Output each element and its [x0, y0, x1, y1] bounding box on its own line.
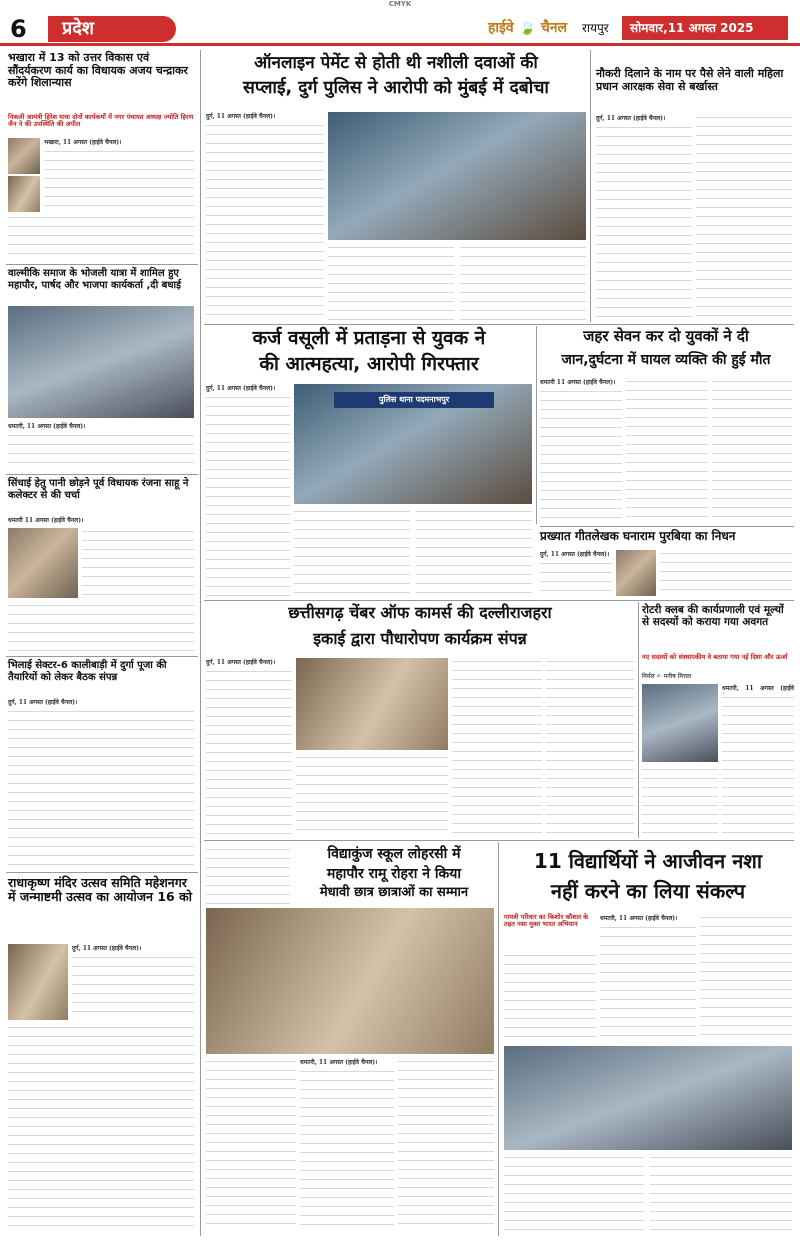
- poison-story: [540, 326, 794, 524]
- headline-line: जान,दुर्घटना में घायल व्यक्ति की हुई मौत: [561, 352, 771, 368]
- headline: वाल्मीकि समाज के भोजली यात्रा में शामिल हुए महापौर, पार्षद और भाजपा कार्यकर्ता ,दी बधाई: [8, 268, 182, 291]
- subhead: नए सदस्यों को संस्थापकीय वे बताया गया नई दिशा और ऊर्जा: [642, 653, 788, 661]
- headline-line: मेधावी छात्र छात्राओं का सम्मान: [319, 885, 469, 900]
- dateline: धमतरी, 11 अगस्त (हाईवे चैनल)।: [300, 1059, 378, 1066]
- headline-line: विद्याकुंज स्कूल लोहरसी में: [327, 846, 461, 862]
- dateline: दुर्ग, 11 अगस्त (हाईवे चैनल)।: [72, 945, 142, 952]
- article-body: [540, 388, 622, 522]
- article-body: [540, 560, 612, 596]
- article-body: [294, 508, 410, 596]
- pledge-story: [502, 842, 794, 1236]
- divider: [6, 264, 198, 265]
- portrait-photo: [8, 138, 40, 174]
- plantation-photo: [296, 658, 448, 750]
- headline: भखारा में 13 को उत्तर विकास एवं सौंदर्यकरण कार्य का विधायक अजय चन्द्राकर करेंगे शिलान्यास: [8, 51, 188, 90]
- headline-line: छत्तीसगढ़ चेंबर ऑफ कामर्स की दल्लीराजहरा: [288, 603, 552, 622]
- headline: सिंचाई हेतु पानी छोड़ने पूर्व विधायक रंजना साहू ने कलेक्टर से की चर्चा: [8, 478, 189, 501]
- rotary-photo: [642, 684, 718, 762]
- headline: भिलाई सेक्टर-6 कालीबाड़ी में दुर्गा पूजा की तैयारियों को लेकर बैठक संपन्न: [8, 660, 167, 683]
- police-station-photo: [294, 384, 532, 504]
- dateline: धमतरी, 11 अगस्त (हाईवे चैनल)।: [600, 915, 678, 922]
- dateline: धमतरी, 11 अगस्त (हाईवे: [722, 685, 794, 692]
- brand-name: हाईवे 🍃 चैनल: [488, 20, 568, 36]
- column-divider: [200, 50, 201, 1236]
- article-body: [44, 148, 194, 212]
- dateline: दुर्ग, 11 अगस्त (हाईवे चैनल)।: [206, 659, 276, 666]
- article-body: [8, 602, 194, 652]
- police-photo: [328, 112, 586, 240]
- column-divider: [536, 326, 537, 524]
- issue-date: सोमवार,11 अगस्त 2025: [622, 16, 788, 40]
- portrait-photo: [616, 550, 656, 596]
- headline-line: नहीं करने का लिया संकल्प: [550, 879, 746, 903]
- print-marks: CMYK: [388, 0, 412, 8]
- page-number: 6: [10, 15, 27, 43]
- school-story: [204, 842, 496, 1236]
- obituary-story: [540, 528, 794, 598]
- dateline: दुर्ग, 11 अगस्त (हाईवे चैनल)।: [540, 551, 610, 558]
- divider: [540, 526, 794, 527]
- article-body: [300, 1068, 394, 1232]
- article-body: [642, 766, 718, 834]
- column-divider: [590, 50, 591, 322]
- column-divider: [498, 842, 499, 1236]
- article-body: [206, 122, 324, 320]
- divider: [6, 656, 198, 657]
- subhead: निकली आमंत्री हिरेश यावा दोनों कार्यकर्मो में नगर पंचायत अध्यक्ष ज्योति हिरण जैन ने की उपस्थिति की अपील: [8, 113, 194, 129]
- article-body: [8, 708, 194, 868]
- article-body: [504, 1154, 644, 1232]
- article-body: [328, 244, 454, 320]
- dateline: धमतरी, 11 अगस्त (हाईवे चैनल)।: [8, 423, 86, 430]
- article-body: [460, 244, 586, 320]
- city-name: रायपुर: [582, 21, 609, 35]
- article-body: [398, 1058, 494, 1232]
- article-body: [452, 658, 542, 834]
- article-body: [696, 114, 792, 320]
- article-body: [650, 1154, 792, 1232]
- article-body: [416, 508, 532, 596]
- headline-line: महापौर रामू रोहरा ने किया: [327, 866, 461, 882]
- left-column: [6, 50, 198, 1236]
- headline: नौकरी दिलाने के नाम पर पैसे लेने वाली महिला प्रधान आरक्षक सेवा से बर्खास्त: [596, 67, 784, 93]
- headline-line: की आत्महत्या, आरोपी गिरफ्तार: [259, 353, 479, 375]
- headline-line: 11 विद्यार्थियों ने आजीवन नशा: [533, 849, 763, 873]
- divider: [204, 600, 794, 601]
- article-body: [600, 924, 696, 1042]
- headline-line: ऑनलाइन पेमेंट से होती थी नशीली दवाओं की: [254, 53, 538, 73]
- banner-text: पुलिस थाना पदमनाभपुर: [334, 392, 494, 408]
- article-body: [82, 528, 194, 598]
- header-rule: [0, 43, 800, 46]
- divider: [204, 840, 794, 841]
- dateline: धमतरी 11 अगस्त (हाईवे चैनल)।: [8, 517, 84, 524]
- school-photo: [206, 908, 494, 1054]
- headline-line: सप्लाई, दुर्ग पुलिस ने आरोपी को मुंबई में दबोचा: [243, 78, 549, 98]
- headline: प्रख्यात गीतलेखक घनाराम पुरबिया का निधन: [540, 529, 736, 543]
- divider: [6, 872, 198, 873]
- headline-line: कर्ज वसूली में प्रताड़ना से युवक ने: [252, 327, 486, 349]
- article-body: [72, 954, 194, 1020]
- portrait-photo: [8, 528, 78, 598]
- article-body: [596, 124, 692, 320]
- article-body: [546, 658, 634, 834]
- column-divider: [638, 602, 639, 838]
- article-body: [8, 1024, 194, 1232]
- byline: निर्मल ✍ मनीष मित्तल: [642, 673, 692, 680]
- students-photo: [504, 1046, 792, 1150]
- dateline: दुर्ग, 11 अगस्त (हाईवे चैनल)।: [596, 115, 666, 122]
- article-body: [660, 550, 792, 596]
- article-body: [206, 846, 290, 906]
- article-body: [296, 754, 448, 834]
- portrait-photo: [8, 176, 40, 212]
- dateline: धमतरी 11 अगस्त (हाईवे चैनल)।: [540, 379, 616, 386]
- rotary-story: [642, 602, 794, 838]
- page-header: [0, 12, 800, 46]
- article-body: [8, 214, 194, 262]
- article-body: [206, 668, 292, 834]
- article-body: [206, 394, 290, 596]
- dateline: भखारा, 11 अगस्त (हाईवे चैनल)।: [44, 139, 122, 146]
- dateline: दुर्ग, 11 अगस्त (हाईवे चैनल)।: [206, 113, 276, 120]
- headline-line: जहर सेवन कर दो युवकों ने दी: [583, 327, 749, 345]
- dateline: दुर्ग, 11 अगस्त (हाईवे चैनल)।: [8, 699, 78, 706]
- dateline: दुर्ग, 11 अगस्त (हाईवे चैनल)।: [206, 385, 276, 392]
- portrait-photo: [8, 944, 68, 1020]
- article-body: [700, 914, 792, 1042]
- headline: रोटरी क्लब की कार्यप्रणाली एवं मूल्यों से सदस्यों को कराया गया अवगत: [642, 604, 784, 629]
- debt-story: [204, 326, 534, 598]
- headline: राधाकृष्ण मंदिर उत्सव समिति महेशनगर में जन्माष्टमी उत्सव का आयोजन 16 को: [8, 875, 192, 905]
- headline-line: इकाई द्वारा पौधारोपण कार्यक्रम संपन्न: [313, 629, 527, 648]
- article-body: [712, 378, 792, 522]
- right-story: [594, 50, 794, 322]
- subhead: गायत्री परिवार का किशोर कौशल के तहत नशा मुक्त भारत अभियान: [504, 913, 589, 929]
- divider: [6, 474, 198, 475]
- news-photo: [8, 306, 194, 418]
- article-body: [8, 432, 194, 470]
- lead-story: [204, 50, 588, 322]
- plantation-story: [204, 602, 636, 838]
- article-body: [722, 694, 794, 834]
- divider: [204, 324, 794, 325]
- article-body: [626, 378, 708, 522]
- article-body: [504, 952, 596, 1042]
- section-tab[interactable]: प्रदेश: [48, 16, 176, 42]
- article-body: [206, 1058, 296, 1232]
